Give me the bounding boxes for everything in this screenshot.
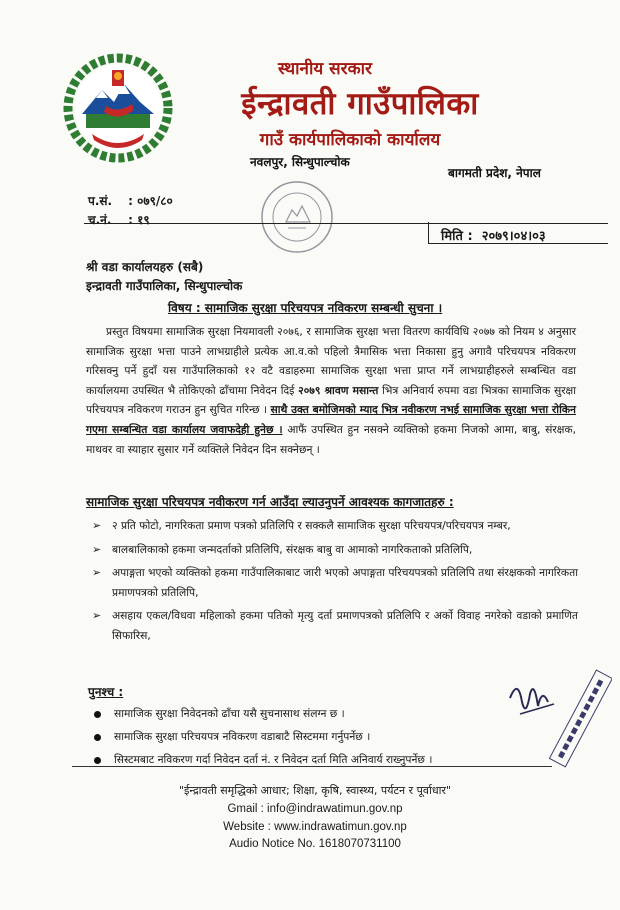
footer-divider (72, 766, 552, 767)
document-item: अपाङ्गता भएको व्यक्तिको हकमा गाउँपालिकाबाट जारी भएको अपाङ्गता परिचयपत्रको प्रतिलिपि तथा संरक्षकको नागरिकता प्रमाणपत्रको प्रतिलिपि, (112, 566, 578, 599)
postscript-item: सामाजिक सुरक्षा निवेदनको ढाँचा यसै सुचनासाथ संलग्न छ । (114, 707, 345, 720)
list-item (92, 540, 578, 560)
office-seal-icon (258, 178, 336, 256)
list-item (92, 751, 522, 774)
letter-number-label: प.सं. (88, 194, 113, 208)
subject-line: विषय : सामाजिक सुरक्षा परिचयपत्र नविकरण सम्बन्धी सुचना । (168, 301, 443, 315)
postscript-heading: पुनश्च : (88, 685, 124, 699)
date-box (428, 222, 608, 244)
documents-heading: सामाजिक सुरक्षा परिचयपत्र नवीकरण गर्न आउँदा ल्याउनुपर्ने आवश्यक कागजातहरु : (86, 495, 454, 509)
office-name: गाउँ कार्यपालिकाको कार्यालय (259, 130, 441, 150)
list-item (92, 606, 578, 645)
date-value: २०७९।०४।०३ (481, 229, 546, 244)
list-item (92, 728, 522, 751)
footer-slogan: "ईन्द्रावती समृद्धिको आधार; शिक्षा, कृषि, स्वास्थ्य, पर्यटन र पूर्वाधार" (178, 784, 452, 797)
body-part-2: भित्र अनिवार्य रुपमा वडा भित्रका सामाजिक सुरक्षा परिचयपत्र नविकरण गराउन हुन सुचित गरिन्छ । (86, 383, 576, 417)
dispatch-number-value: १९ (137, 213, 150, 227)
notice-body (86, 322, 576, 459)
body-part-1: प्रस्तुत विषयमा सामाजिक सुरक्षा नियमावली २०७६, र सामाजिक सुरक्षा भत्ता वितरण कार्यविधि २०७७ को नियम ४ अनुसार सामाजिक सुरक्षा भत्ता पाउने लाभग्राहीले प्रत्येक आ.व.को पहिलो त्रैमासिक भत्ता निकासा हुनु अगावै परिचयपत्र नविकरण गरिसक्नु पर्ने हुदाँ यस गाउँपालिकाको १२ वटै वडाहरुमा सामाजिक सुरक्षा भत्ता प्राप्त गर्ने लाभग्राहीहरुले सम्बन्धित वडा कार्यालयमा उपस्थित भै तोकिएको ढाँचामा निवेदन दिई (86, 325, 576, 397)
province-label: बागमती प्रदेश, नेपाल (448, 166, 541, 180)
bullet-icon (94, 711, 101, 718)
nepal-emblem-icon (62, 52, 174, 164)
document-item: २ प्रति फोटो, नागरिकता प्रमाण पत्रको प्रतिलिपि र सक्कलै सामाजिक सुरक्षा परिचयपत्र/परिचयपत्र नम्बर, (112, 519, 511, 532)
footer-email: Gmail : info@indrawatimun.gov.np (227, 803, 403, 815)
signature-stamp-icon (500, 658, 612, 770)
document-item: असहाय एकल/विधवा महिलाको हकमा पतिको मृत्यु दर्ता प्रमाणपत्रको प्रतिलिपि र अर्को विवाह नगरेको वडाको प्रमाणित सिफारिस, (112, 609, 578, 642)
postscript-item: सिस्टमबाट नविकरण गर्दा निवेदन दर्ता नं. र निवेदन दर्ता मिति अनिवार्य राख्नुपर्नेछ । (114, 753, 433, 766)
list-item (92, 516, 578, 536)
postscript-item: सामाजिक सुरक्षा परिचयपत्र नविकरण वडाबाटै सिस्टममा गर्नुपर्नेछ । (114, 730, 371, 743)
document-item: बालबालिकाको हकमा जन्मदर्ताको प्रतिलिपि, संरक्षक बाबु वा आमाको नागरिकताको प्रतिलिपि, (112, 542, 473, 556)
postscript-list (92, 705, 522, 774)
warning-text: साथै उक्त बमोजिमको म्याद भित्र नवीकरण नभई सामाजिक सुरक्षा भत्ता रोकिन गएमा सम्बन्धित वडा कार्यालय जवाफदेही हुनेछ । (86, 403, 576, 436)
municipality-name: ईन्द्रावती गाउँपालिका (241, 86, 479, 122)
documents-list (92, 516, 578, 649)
deadline-text: २०७९ श्रावण मसान्त (298, 383, 379, 397)
addressee-line-2: इन्द्रावती गाउँपालिका, सिन्धुपाल्चोक (86, 279, 243, 293)
body-part-3: आफैं उपस्थित हुन नसक्ने व्यक्तिको हकमा निजको आमा, बाबु, संरक्षक, माथवर वा स्याहार सुसार गर्ने व्यक्तिले निवेदन दिन सक्नेछन् । (86, 422, 576, 456)
footer-website: Website : www.indrawatimun.gov.np (223, 821, 407, 833)
arrow-bullet-icon: ➢ (92, 566, 102, 579)
bullet-icon (94, 734, 101, 741)
arrow-bullet-icon: ➢ (92, 542, 102, 556)
arrow-bullet-icon: ➢ (92, 519, 102, 532)
office-location: नवलपुर, सिन्धुपाल्चोक (250, 155, 350, 169)
government-label: स्थानीय सरकार (277, 59, 372, 79)
list-item (92, 563, 578, 602)
date-label: मिति : (441, 229, 473, 244)
letter-number: प.सं. : ०७९/८० (88, 194, 173, 208)
letter-number-value: ०७९/८० (137, 194, 173, 208)
arrow-bullet-icon: ➢ (92, 609, 102, 622)
footer-audio-notice: Audio Notice No. 1618070731100 (229, 838, 401, 850)
addressee-line-1: श्री वडा कार्यालयहरु (सबै) (86, 260, 204, 274)
bullet-icon (94, 757, 101, 764)
dispatch-number-label: च.नं. (88, 213, 112, 227)
list-item (92, 705, 522, 728)
dispatch-number: च.नं. : १९ (88, 213, 150, 227)
